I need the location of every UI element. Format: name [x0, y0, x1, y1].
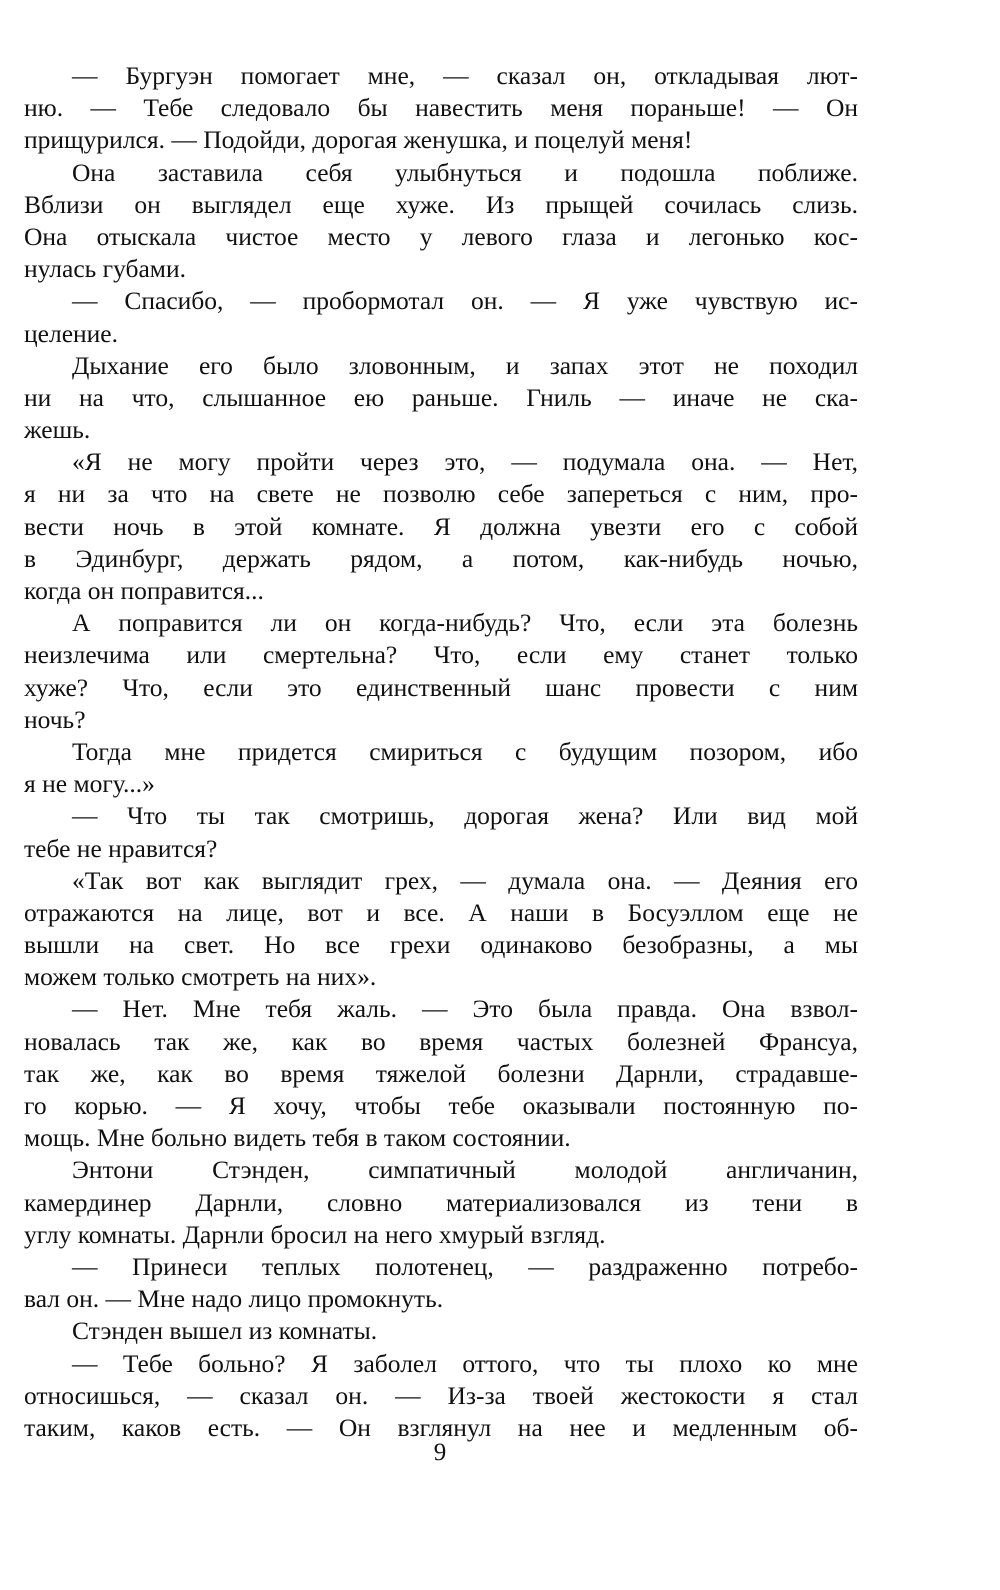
text-line: мощь. Мне больно видеть тебя в таком состоянии. — [24, 1123, 571, 1153]
text-line: прищурился. — Подойди, дорогая женушка, и поцелуй меня! — [24, 125, 693, 155]
text-line: вести ночь в этой комнате. Я должна увезти его с собой — [24, 511, 858, 541]
text-line: хуже? Что, если это единственный шанс провести с ним — [24, 672, 858, 702]
text-line: Дыхание его было зловонным, и запах этот не походил — [72, 350, 858, 380]
text-line: — Спасибо, — пробормотал он. — Я уже чувствую ис- — [72, 286, 858, 316]
text-line: неизлечима или смертельна? Что, если ему станет только — [24, 640, 858, 670]
text-line: Она заставила себя улыбнуться и подошла поближе. — [72, 157, 858, 187]
text-line: вал он. — Мне надо лицо промокнуть. — [24, 1284, 444, 1314]
text-line: камердинер Дарнли, словно материализовался из тени в — [24, 1187, 858, 1217]
text-line: «Так вот как выглядит грех, — думала она. — Деяния его — [72, 865, 858, 895]
text-line: ни на что, слышанное ею раньше. Гниль — иначе не ска- — [24, 382, 858, 412]
text-line: можем только смотреть на них». — [24, 962, 377, 992]
text-line: Энтони Стэнден, симпатичный молодой англичанин, — [72, 1155, 858, 1185]
text-line: Вблизи он выглядел еще хуже. Из прыщей сочилась слизь. — [24, 189, 858, 219]
text-line: в Эдинбург, держать рядом, а потом, как-нибудь ночью, — [24, 543, 858, 573]
text-line: жешь. — [24, 415, 91, 445]
text-line: А поправится ли он когда-нибудь? Что, если эта болезнь — [72, 608, 858, 638]
text-line: — Тебе больно? Я заболел оттого, что ты плохо ко мне — [72, 1348, 858, 1378]
text-line: таким, каков есть. — Он взглянул на нее и медленным об- — [24, 1412, 858, 1442]
text-line: относишься, — сказал он. — Из-за твоей жестокости я стал — [24, 1380, 858, 1410]
text-line: нулась губами. — [24, 254, 186, 284]
page-body — [24, 60, 858, 1444]
text-line: отражаются на лице, вот и все. А наши в Босуэллом еще не — [24, 897, 858, 927]
text-line: целение. — [24, 318, 118, 348]
page-number: 9 — [433, 1439, 447, 1466]
text-line: го корью. — Я хочу, чтобы тебе оказывали постоянную по- — [24, 1091, 858, 1120]
text-line: Стэнден вышел из комнаты. — [72, 1316, 378, 1346]
text-line: я не могу...» — [24, 769, 155, 799]
text-line: я ни за что на свете не позволю себе запереться с ним, про- — [24, 479, 858, 509]
text-line: — Бургуэн помогает мне, — сказал он, откладывая лют- — [72, 61, 858, 90]
text-line: вышли на свет. Но все грехи одинаково безобразны, а мы — [24, 930, 858, 960]
text-line: Она отыскала чистое место у левого глаза и легонько кос- — [24, 221, 858, 251]
text-line: тебе не нравится? — [24, 833, 218, 863]
text-line: — Нет. Мне тебя жаль. — Это была правда. Она взвол- — [72, 994, 858, 1024]
text-line: — Что ты так смотришь, дорогая жена? Или вид мой — [72, 801, 858, 831]
text-line: Тогда мне придется смириться с будущим позором, ибо — [72, 736, 858, 766]
text-line: ню. — Тебе следовало бы навестить меня пораньше! — Он — [24, 93, 858, 123]
text-line: так же, как во время тяжелой болезни Дарнли, страдавше- — [24, 1058, 858, 1088]
text-line: новалась так же, как во время частых болезней Франсуа, — [24, 1026, 858, 1056]
text-line: «Я не могу пройти через это, — подумала она. — Нет, — [72, 447, 858, 477]
text-line: — Принеси теплых полотенец, — раздраженно потребо- — [72, 1251, 858, 1281]
text-line: когда он поправится... — [24, 576, 264, 605]
text-line: углу комнаты. Дарнли бросил на него хмурый взгляд. — [24, 1219, 606, 1249]
text-line: ночь? — [24, 704, 86, 734]
